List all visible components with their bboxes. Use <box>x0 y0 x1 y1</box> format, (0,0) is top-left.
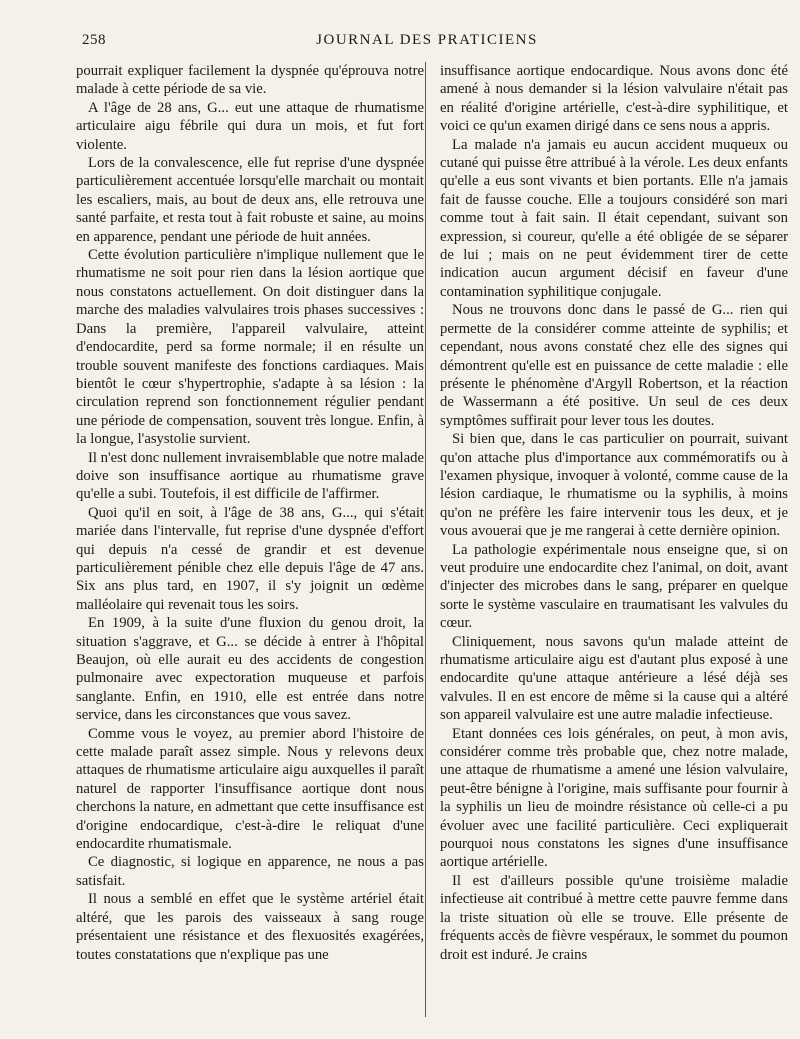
page-number: 258 <box>82 31 106 48</box>
left-column <box>76 62 424 964</box>
paragraph: Ce diagnostic, si logique en apparence, ne nous a pas satisfait. <box>76 854 424 889</box>
paragraph: En 1909, à la suite d'une fluxion du genou droit, la situation s'aggrave, et G... se décide à entrer à l'hôpital Beaujon, où elle aurait eu des accidents de congestion pulmonaire avec expectoration muqueuse et parfois sanglante. Enfin, en 1910, elle est entrée dans notre service, dans les circonstances que vous savez. <box>76 615 424 724</box>
paragraph: La malade n'a jamais eu aucun accident muqueux ou cutané qui puisse être attribué à la vérole. Les deux enfants qu'elle a eus sont vivants et bien portants. Elle n'a jamais fait de fausse couche. Elle a toujours considéré son mari comme tout à fait sain. Il était cependant, suivant son expression, si coureur, qu'elle a été obligée de se séparer de lui ; mais on ne peut évidemment tirer de cette indication aucun argument décisif en faveur d'une contamination syphilitique conjugale. <box>440 136 788 300</box>
paragraph: Si bien que, dans le cas particulier on pourrait, suivant qu'on attache plus d'importance aux commémoratifs ou à l'examen physique, invoquer à volonté, comme cause de la lésion cardiaque, le rhumatisme ou la syphilis, à moins qu'on ne préfère les faire intervenir tous les deux, et je vous avouerai que je me rangerai à cette dernière opinion. <box>440 431 788 540</box>
paragraph: Cette évolution particulière n'implique nullement que le rhumatisme ne soit pour rien dans la lésion aortique que nous constatons actuellement. On doit distinguer dans la marche des maladies valvulaires trois phases successives : Dans la première, l'appareil valvulaire, atteint d'endocardite, perd sa forme normale; il en résulte un trouble souvent manifeste des fonctions cardiaques. Mais bientôt le cœur s'hypertrophie, s'adapte à sa lésion : la circulation reprend son fonctionnement régulier pendant une période de compensation, souvent très longue. Enfin, à la longue, l'asystolie survient. <box>76 247 424 448</box>
paragraph: Lors de la convalescence, elle fut reprise d'une dyspnée particulièrement accentuée lorsqu'elle marchait ou montait les escaliers, mais, au bout de deux ans, elle retrouva une santé parfaite, et resta tout à fait robuste et saine, au moins en apparence, pendant une période de huit années. <box>76 155 424 245</box>
page-header <box>82 26 772 54</box>
journal-title: JOURNAL DES PRATICIENS <box>316 31 538 48</box>
paragraph: Il nous a semblé en effet que le système artériel était altéré, que les parois des vaisseaux à sang rouge présentaient une résistance et des flexuosités exagérées, toutes constatations que n'explique pas une <box>76 891 424 963</box>
paragraph: Nous ne trouvons donc dans le passé de G... rien qui permette de la considérer comme atteinte de syphilis; et cependant, nous avons constaté chez elle des signes qui démontrent qu'elle est en puissance de cette maladie : elle présente le phénomène d'Argyll Robertson, et la réaction de Wassermann a été positive. Un seul de ces deux symptômes suffirait pour lever tous les doutes. <box>440 302 788 429</box>
paragraph: pourrait expliquer facilement la dyspnée qu'éprouva notre malade à cette période de sa vie. <box>76 63 424 98</box>
paragraph: Quoi qu'il en soit, à l'âge de 38 ans, G..., qui s'était mariée dans l'intervalle, fut reprise d'une dyspnée d'effort qui depuis n'a cessé de grandir et est devenue particulièrement pénible chez elle depuis l'âge de 47 ans. Six ans plus tard, en 1907, il s'y joignit un œdème malléolaire qui revenait tous les soirs. <box>76 504 424 613</box>
paragraph: Cliniquement, nous savons qu'un malade atteint de rhumatisme articulaire aigu est d'autant plus exposé à une endocardite qu'une attaque antérieure a lésé déjà ses valvules. Il en est encore de même si la cause qui a altéré son appareil valvulaire est une autre maladie infectieuse. <box>440 633 788 724</box>
paragraph: Etant données ces lois générales, on peut, à mon avis, considérer comme très probable que, chez notre malade, une attaque de rhumatisme a amené une lésion valvulaire, peut-être bénigne à l'origine, mais suffisante pour fournir à la syphilis un lieu de moindre résistance où celle-ci a pu évoluer avec une facilité particulière. Ceci expliquerait pourquoi nous constatons les signes d'une insuffisance aortique artérielle. <box>440 725 788 871</box>
paragraph: La pathologie expérimentale nous enseigne que, si on veut produire une endocardite chez l'animal, on doit, avant d'injecter des microbes dans le sang, préparer en quelque sorte le système vasculaire en traumatisant les valvules du cœur. <box>440 541 788 632</box>
paragraph: Il n'est donc nullement invraisemblable que notre malade doive son insuffisance aortique au rhumatisme grave qu'elle a subi. Toutefois, il est difficile de l'affirmer. <box>76 449 424 503</box>
paragraph: Comme vous le voyez, au premier abord l'histoire de cette malade paraît assez simple. Nous y relevons deux attaques de rhumatisme articulaire aigu auxquelles il paraît naturel de rapporter l'insuffisance aortique dont nous cherchons la nature, en admettant que cette insuffisance est d'origine endocardique, c'est-à-dire le reliquat d'une endocardite rhumatismale. <box>76 725 424 853</box>
paragraph: insuffisance aortique endocardique. Nous avons donc été amené à nous demander si la lésion valvulaire n'était pas en réalité d'origine artérielle, c'est-à-dire syphilitique, et voici ce qu'un examen dirigé dans ce sens nous a appris. <box>440 63 788 135</box>
right-column <box>440 62 788 964</box>
column-divider <box>425 62 426 1017</box>
paragraph: Il est d'ailleurs possible qu'une troisième maladie infectieuse ait contribué à mettre cette pauvre femme dans la triste situation où elle se trouve. Elle présente de fréquents accès de fièvre vespéraux, le sommet du poumon droit est induré. Je crains <box>440 872 788 963</box>
paragraph: A l'âge de 28 ans, G... eut une attaque de rhumatisme articulaire aigu fébrile qui dura un mois, et fut fort violente. <box>76 99 424 153</box>
